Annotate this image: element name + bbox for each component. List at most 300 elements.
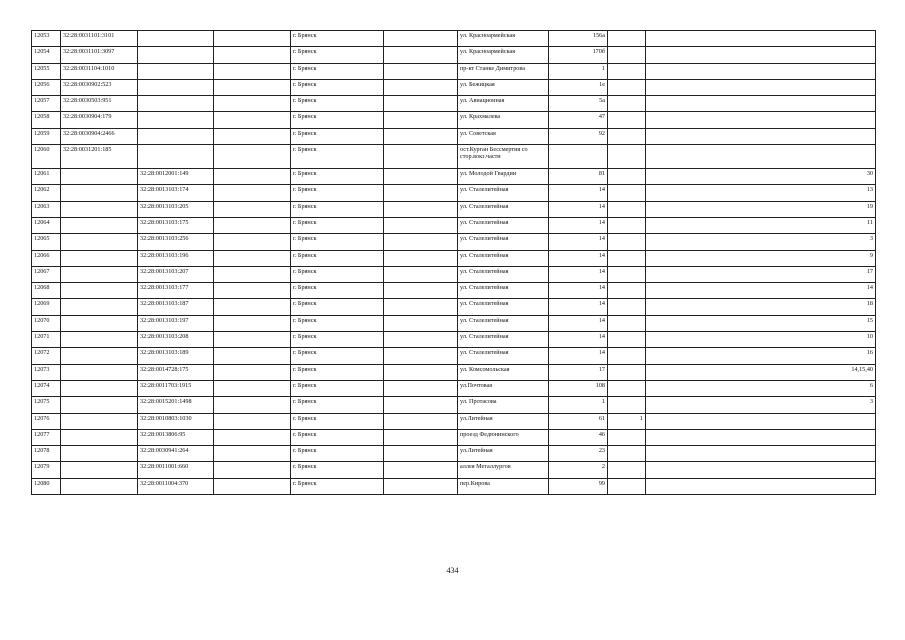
- record-id-cell: 12060: [32, 145, 61, 169]
- cadastral-number-cell: [61, 315, 138, 331]
- street-cell: пер.Кирова: [458, 478, 549, 494]
- extra-number-cell: [608, 250, 646, 266]
- house-number-cell: 47: [549, 112, 608, 128]
- premises-number-cell: 30: [646, 169, 876, 185]
- city-cell: г. Брянск: [291, 413, 384, 429]
- table-row: [32, 112, 876, 128]
- blank-cell: [214, 201, 291, 217]
- extra-number-cell: [608, 79, 646, 95]
- blank-cell: [214, 234, 291, 250]
- blank-cell: [214, 478, 291, 494]
- table-row: [32, 364, 876, 380]
- house-number-cell: 108: [549, 380, 608, 396]
- street-cell: ул. Авиационная: [458, 96, 549, 112]
- premises-number-cell: [646, 128, 876, 144]
- house-number-cell: 14: [549, 217, 608, 233]
- table-row: [32, 201, 876, 217]
- house-number-cell: 14: [549, 348, 608, 364]
- cadastral-number-secondary-cell: [138, 63, 214, 79]
- extra-number-cell: [608, 169, 646, 185]
- street-cell: ул. Сталелитейная: [458, 201, 549, 217]
- city-cell: г. Брянск: [291, 234, 384, 250]
- blank-cell: [214, 348, 291, 364]
- record-id-cell: 12067: [32, 266, 61, 282]
- cadastral-number-secondary-cell: 32:28:0013103:177: [138, 283, 214, 299]
- table-row: [32, 315, 876, 331]
- record-id-cell: 12063: [32, 201, 61, 217]
- cadastral-number-cell: [61, 478, 138, 494]
- city-cell: г. Брянск: [291, 478, 384, 494]
- city-cell: г. Брянск: [291, 201, 384, 217]
- city-cell: г. Брянск: [291, 348, 384, 364]
- blank-cell: [214, 79, 291, 95]
- cadastral-number-cell: [61, 283, 138, 299]
- house-number-cell: 2: [549, 462, 608, 478]
- record-id-cell: 12066: [32, 250, 61, 266]
- blank-cell: [384, 63, 458, 79]
- table-row: [32, 266, 876, 282]
- street-cell: ул.Почтовая: [458, 380, 549, 396]
- cadastral-number-secondary-cell: 32:28:0013103:256: [138, 234, 214, 250]
- extra-number-cell: [608, 112, 646, 128]
- premises-number-cell: 16: [646, 348, 876, 364]
- record-id-cell: 12055: [32, 63, 61, 79]
- premises-number-cell: 19: [646, 201, 876, 217]
- premises-number-cell: [646, 31, 876, 47]
- city-cell: г. Брянск: [291, 397, 384, 413]
- blank-cell: [214, 169, 291, 185]
- blank-cell: [214, 185, 291, 201]
- cadastral-number-secondary-cell: [138, 128, 214, 144]
- house-number-cell: 99: [549, 478, 608, 494]
- cadastral-number-secondary-cell: 32:28:0012001:149: [138, 169, 214, 185]
- blank-cell: [384, 348, 458, 364]
- blank-cell: [384, 96, 458, 112]
- cadastral-number-secondary-cell: 32:28:0014728:175: [138, 364, 214, 380]
- record-id-cell: 12076: [32, 413, 61, 429]
- blank-cell: [384, 397, 458, 413]
- table-row: [32, 31, 876, 47]
- blank-cell: [384, 462, 458, 478]
- extra-number-cell: 1: [608, 413, 646, 429]
- street-cell: ул. Красноармейская: [458, 31, 549, 47]
- record-id-cell: 12075: [32, 397, 61, 413]
- street-cell: ул. Сталелитейная: [458, 315, 549, 331]
- city-cell: г. Брянск: [291, 315, 384, 331]
- cadastral-number-cell: [61, 446, 138, 462]
- table-row: [32, 250, 876, 266]
- house-number-cell: 92: [549, 128, 608, 144]
- city-cell: г. Брянск: [291, 112, 384, 128]
- table-row: [32, 429, 876, 445]
- house-number-cell: 46: [549, 429, 608, 445]
- house-number-cell: 156а: [549, 31, 608, 47]
- city-cell: г. Брянск: [291, 185, 384, 201]
- premises-number-cell: [646, 47, 876, 63]
- extra-number-cell: [608, 446, 646, 462]
- street-cell: ост.Курган Бессмертия со стор.вокз.части: [458, 145, 549, 169]
- blank-cell: [384, 250, 458, 266]
- premises-number-cell: [646, 478, 876, 494]
- table-row: [32, 217, 876, 233]
- city-cell: г. Брянск: [291, 429, 384, 445]
- blank-cell: [384, 217, 458, 233]
- cadastral-number-secondary-cell: 32:28:0011001:660: [138, 462, 214, 478]
- premises-number-cell: [646, 446, 876, 462]
- city-cell: г. Брянск: [291, 250, 384, 266]
- blank-cell: [384, 266, 458, 282]
- house-number-cell: 14: [549, 299, 608, 315]
- city-cell: г. Брянск: [291, 47, 384, 63]
- record-id-cell: 12071: [32, 332, 61, 348]
- record-id-cell: 12068: [32, 283, 61, 299]
- blank-cell: [214, 31, 291, 47]
- blank-cell: [214, 446, 291, 462]
- table-row: [32, 96, 876, 112]
- street-cell: аллея Металлургов: [458, 462, 549, 478]
- blank-cell: [384, 299, 458, 315]
- city-cell: г. Брянск: [291, 364, 384, 380]
- table-row: [32, 234, 876, 250]
- cadastral-number-cell: [61, 185, 138, 201]
- street-cell: ул. Сталелитейная: [458, 250, 549, 266]
- city-cell: г. Брянск: [291, 79, 384, 95]
- cadastral-number-secondary-cell: [138, 79, 214, 95]
- street-cell: ул. Комсомольская: [458, 364, 549, 380]
- record-id-cell: 12061: [32, 169, 61, 185]
- cadastral-number-cell: [61, 250, 138, 266]
- record-id-cell: 12069: [32, 299, 61, 315]
- record-id-cell: 12056: [32, 79, 61, 95]
- premises-number-cell: [646, 413, 876, 429]
- house-number-cell: 14: [549, 315, 608, 331]
- blank-cell: [384, 332, 458, 348]
- table-row: [32, 462, 876, 478]
- street-cell: ул. Бежицкая: [458, 79, 549, 95]
- extra-number-cell: [608, 47, 646, 63]
- blank-cell: [214, 413, 291, 429]
- blank-cell: [214, 299, 291, 315]
- extra-number-cell: [608, 185, 646, 201]
- record-id-cell: 12080: [32, 478, 61, 494]
- street-cell: пр-кт Станке Димитрова: [458, 63, 549, 79]
- blank-cell: [384, 47, 458, 63]
- premises-number-cell: 11: [646, 217, 876, 233]
- cadastral-number-secondary-cell: 32:28:0030941:264: [138, 446, 214, 462]
- table-row: [32, 185, 876, 201]
- premises-number-cell: [646, 112, 876, 128]
- cadastral-number-secondary-cell: 32:28:0013806:95: [138, 429, 214, 445]
- extra-number-cell: [608, 96, 646, 112]
- blank-cell: [214, 145, 291, 169]
- blank-cell: [384, 201, 458, 217]
- cadastral-number-secondary-cell: [138, 112, 214, 128]
- house-number-cell: 170б: [549, 47, 608, 63]
- record-id-cell: 12062: [32, 185, 61, 201]
- extra-number-cell: [608, 332, 646, 348]
- table-row: [32, 478, 876, 494]
- blank-cell: [384, 283, 458, 299]
- city-cell: г. Брянск: [291, 266, 384, 282]
- blank-cell: [214, 462, 291, 478]
- cadastral-number-cell: 32:28:0030503:951: [61, 96, 138, 112]
- premises-number-cell: 18: [646, 299, 876, 315]
- cadastral-number-cell: [61, 217, 138, 233]
- premises-number-cell: 14: [646, 283, 876, 299]
- cadastral-number-cell: [61, 234, 138, 250]
- cadastral-number-secondary-cell: 32:28:0013103:208: [138, 332, 214, 348]
- house-number-cell: 81: [549, 169, 608, 185]
- record-id-cell: 12079: [32, 462, 61, 478]
- cadastral-number-cell: 32:28:0031104:1010: [61, 63, 138, 79]
- blank-cell: [214, 250, 291, 266]
- blank-cell: [384, 413, 458, 429]
- premises-number-cell: [646, 462, 876, 478]
- blank-cell: [384, 185, 458, 201]
- city-cell: г. Брянск: [291, 169, 384, 185]
- table-row: [32, 332, 876, 348]
- premises-number-cell: 17: [646, 266, 876, 282]
- house-number-cell: 14: [549, 201, 608, 217]
- extra-number-cell: [608, 348, 646, 364]
- cadastral-number-secondary-cell: 32:28:0013103:205: [138, 201, 214, 217]
- city-cell: г. Брянск: [291, 299, 384, 315]
- blank-cell: [214, 128, 291, 144]
- blank-cell: [214, 266, 291, 282]
- house-number-cell: 1е: [549, 79, 608, 95]
- blank-cell: [384, 79, 458, 95]
- extra-number-cell: [608, 201, 646, 217]
- cadastral-number-secondary-cell: [138, 31, 214, 47]
- blank-cell: [214, 47, 291, 63]
- cadastral-number-cell: [61, 201, 138, 217]
- house-number-cell: 14: [549, 332, 608, 348]
- premises-number-cell: [646, 79, 876, 95]
- cadastral-number-cell: 32:28:0030904:179: [61, 112, 138, 128]
- street-cell: проезд Федюнинского: [458, 429, 549, 445]
- city-cell: г. Брянск: [291, 128, 384, 144]
- street-cell: ул. Сталелитейная: [458, 234, 549, 250]
- premises-number-cell: 3: [646, 234, 876, 250]
- extra-number-cell: [608, 397, 646, 413]
- city-cell: г. Брянск: [291, 446, 384, 462]
- premises-number-cell: 14,15,40: [646, 364, 876, 380]
- record-id-cell: 12057: [32, 96, 61, 112]
- house-number-cell: 23: [549, 446, 608, 462]
- blank-cell: [384, 364, 458, 380]
- cadastral-number-cell: 32:28:0031201:185: [61, 145, 138, 169]
- street-cell: ул. Сталелитейная: [458, 299, 549, 315]
- premises-number-cell: [646, 96, 876, 112]
- blank-cell: [384, 169, 458, 185]
- blank-cell: [384, 234, 458, 250]
- extra-number-cell: [608, 217, 646, 233]
- table-row: [32, 397, 876, 413]
- cadastral-number-secondary-cell: 32:28:0015201:1498: [138, 397, 214, 413]
- extra-number-cell: [608, 429, 646, 445]
- city-cell: г. Брянск: [291, 462, 384, 478]
- street-cell: ул.Литейная: [458, 446, 549, 462]
- table-row: [32, 446, 876, 462]
- record-id-cell: 12072: [32, 348, 61, 364]
- record-id-cell: 12054: [32, 47, 61, 63]
- cadastral-number-cell: [61, 413, 138, 429]
- registry-page: [31, 30, 875, 495]
- city-cell: г. Брянск: [291, 332, 384, 348]
- record-id-cell: 12078: [32, 446, 61, 462]
- house-number-cell: 17: [549, 364, 608, 380]
- cadastral-number-secondary-cell: 32:28:0013103:196: [138, 250, 214, 266]
- cadastral-number-cell: 32:28:0030902:523: [61, 79, 138, 95]
- house-number-cell: 14: [549, 266, 608, 282]
- blank-cell: [214, 380, 291, 396]
- city-cell: г. Брянск: [291, 96, 384, 112]
- blank-cell: [214, 315, 291, 331]
- street-cell: ул. Крахмалева: [458, 112, 549, 128]
- street-cell: ул. Сталелитейная: [458, 185, 549, 201]
- record-id-cell: 12077: [32, 429, 61, 445]
- street-cell: ул. Красноармейская: [458, 47, 549, 63]
- extra-number-cell: [608, 266, 646, 282]
- extra-number-cell: [608, 478, 646, 494]
- street-cell: ул. Сталелитейная: [458, 266, 549, 282]
- city-cell: г. Брянск: [291, 63, 384, 79]
- record-id-cell: 12064: [32, 217, 61, 233]
- record-id-cell: 12058: [32, 112, 61, 128]
- cadastral-number-cell: [61, 462, 138, 478]
- blank-cell: [214, 332, 291, 348]
- street-cell: ул. Советская: [458, 128, 549, 144]
- premises-number-cell: 13: [646, 185, 876, 201]
- cadastral-number-cell: 32:28:0030904:2466: [61, 128, 138, 144]
- cadastral-number-secondary-cell: 32:28:0011703:1915: [138, 380, 214, 396]
- registry-table: [31, 30, 876, 495]
- record-id-cell: 12065: [32, 234, 61, 250]
- cadastral-number-secondary-cell: 32:28:0013103:187: [138, 299, 214, 315]
- cadastral-number-secondary-cell: [138, 145, 214, 169]
- table-row: [32, 348, 876, 364]
- premises-number-cell: [646, 145, 876, 169]
- blank-cell: [214, 364, 291, 380]
- blank-cell: [384, 315, 458, 331]
- table-row: [32, 169, 876, 185]
- house-number-cell: 5а: [549, 96, 608, 112]
- extra-number-cell: [608, 315, 646, 331]
- cadastral-number-cell: [61, 266, 138, 282]
- extra-number-cell: [608, 63, 646, 79]
- street-cell: ул.Литейная: [458, 413, 549, 429]
- registry-table-body: [32, 31, 876, 495]
- extra-number-cell: [608, 364, 646, 380]
- cadastral-number-cell: [61, 299, 138, 315]
- cadastral-number-secondary-cell: 32:28:0013103:197: [138, 315, 214, 331]
- table-row: [32, 128, 876, 144]
- cadastral-number-secondary-cell: 32:28:0013103:175: [138, 217, 214, 233]
- record-id-cell: 12059: [32, 128, 61, 144]
- blank-cell: [214, 217, 291, 233]
- cadastral-number-secondary-cell: [138, 47, 214, 63]
- blank-cell: [384, 128, 458, 144]
- blank-cell: [384, 446, 458, 462]
- city-cell: г. Брянск: [291, 380, 384, 396]
- table-row: [32, 380, 876, 396]
- house-number-cell: 14: [549, 250, 608, 266]
- premises-number-cell: 10: [646, 332, 876, 348]
- extra-number-cell: [608, 299, 646, 315]
- table-row: [32, 283, 876, 299]
- cadastral-number-secondary-cell: [138, 96, 214, 112]
- cadastral-number-secondary-cell: 32:28:0013103:174: [138, 185, 214, 201]
- table-row: [32, 63, 876, 79]
- blank-cell: [384, 31, 458, 47]
- street-cell: ул. Сталелитейная: [458, 283, 549, 299]
- city-cell: г. Брянск: [291, 283, 384, 299]
- house-number-cell: 14: [549, 283, 608, 299]
- extra-number-cell: [608, 145, 646, 169]
- cadastral-number-cell: [61, 332, 138, 348]
- blank-cell: [384, 145, 458, 169]
- street-cell: ул. Молодой Гвардии: [458, 169, 549, 185]
- house-number-cell: [549, 145, 608, 169]
- city-cell: г. Брянск: [291, 31, 384, 47]
- house-number-cell: 14: [549, 185, 608, 201]
- blank-cell: [384, 429, 458, 445]
- blank-cell: [214, 63, 291, 79]
- city-cell: г. Брянск: [291, 217, 384, 233]
- table-row: [32, 299, 876, 315]
- record-id-cell: 12053: [32, 31, 61, 47]
- cadastral-number-cell: 32:28:0031101:3101: [61, 31, 138, 47]
- blank-cell: [214, 112, 291, 128]
- extra-number-cell: [608, 31, 646, 47]
- house-number-cell: 61: [549, 413, 608, 429]
- table-row: [32, 145, 876, 169]
- extra-number-cell: [608, 462, 646, 478]
- street-cell: ул. Сталелитейная: [458, 217, 549, 233]
- blank-cell: [214, 283, 291, 299]
- cadastral-number-cell: 32:28:0031101:3097: [61, 47, 138, 63]
- record-id-cell: 12074: [32, 380, 61, 396]
- street-cell: ул. Протасова: [458, 397, 549, 413]
- blank-cell: [384, 380, 458, 396]
- cadastral-number-cell: [61, 397, 138, 413]
- extra-number-cell: [608, 234, 646, 250]
- cadastral-number-secondary-cell: 32:28:0010803:1030: [138, 413, 214, 429]
- cadastral-number-cell: [61, 348, 138, 364]
- extra-number-cell: [608, 128, 646, 144]
- premises-number-cell: 9: [646, 250, 876, 266]
- street-cell: ул. Сталелитейная: [458, 332, 549, 348]
- record-id-cell: 12073: [32, 364, 61, 380]
- cadastral-number-secondary-cell: 32:28:0013103:189: [138, 348, 214, 364]
- page-number: 434: [446, 566, 459, 575]
- table-row: [32, 47, 876, 63]
- cadastral-number-cell: [61, 364, 138, 380]
- city-cell: г. Брянск: [291, 145, 384, 169]
- cadastral-number-secondary-cell: 32:28:0013103:207: [138, 266, 214, 282]
- table-row: [32, 413, 876, 429]
- house-number-cell: 1: [549, 63, 608, 79]
- house-number-cell: 1: [549, 397, 608, 413]
- premises-number-cell: [646, 429, 876, 445]
- cadastral-number-secondary-cell: 32:28:0011004:370: [138, 478, 214, 494]
- street-cell: ул. Сталелитейная: [458, 348, 549, 364]
- table-row: [32, 79, 876, 95]
- blank-cell: [214, 429, 291, 445]
- premises-number-cell: [646, 63, 876, 79]
- record-id-cell: 12070: [32, 315, 61, 331]
- cadastral-number-cell: [61, 380, 138, 396]
